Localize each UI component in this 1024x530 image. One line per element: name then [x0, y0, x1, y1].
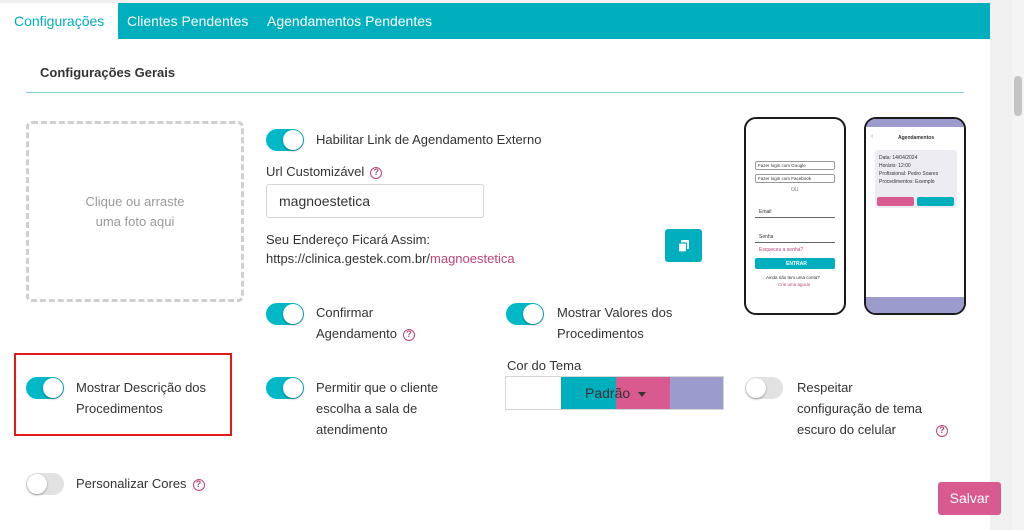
url-label — [266, 161, 382, 182]
scrollbar-thumb[interactable] — [1014, 76, 1022, 116]
theme-selected-text: Padrão — [585, 385, 631, 401]
confirm-appointment-line2: Agendamento — [316, 326, 397, 341]
facebook-login-text: Fazer login com Facebook — [758, 176, 812, 181]
email-underline — [755, 217, 835, 218]
confirm-appointment-label — [316, 302, 415, 344]
forgot-password-text: Esqueceu a senha? — [759, 247, 804, 253]
address-preview — [266, 248, 515, 269]
respect-dark-theme-label — [797, 377, 948, 440]
external-link-toggle[interactable] — [266, 129, 304, 151]
preview-back-icon: ‹ — [871, 133, 874, 140]
copy-button[interactable] — [665, 229, 702, 262]
or-text: OU — [791, 187, 799, 193]
preview-procedures: Procedimentos: Exemplo — [879, 179, 935, 185]
theme-swatch-lavender — [670, 377, 723, 409]
show-description-line2: Procedimentos — [76, 401, 163, 416]
external-link-label: Habilitar Link de Agendamento Externo — [316, 132, 542, 147]
dropzone-text-line2: uma foto aqui — [95, 213, 175, 229]
show-description-toggle[interactable] — [26, 377, 64, 399]
confirm-appointment-line1: Confirmar — [316, 305, 374, 320]
show-description-line1: Mostrar Descrição dos — [76, 380, 207, 395]
help-icon[interactable]: ? — [370, 167, 382, 179]
respect-dark-theme-line1: Respeitar — [797, 380, 853, 395]
section-divider — [26, 92, 964, 93]
page-scrollbar[interactable] — [1012, 0, 1024, 530]
no-account-text: Ainda não tem uma conta? — [766, 275, 820, 280]
google-login-text: Fazer login com Google — [758, 163, 806, 168]
preview-edit-button — [877, 197, 914, 206]
preview-professional: Profissional: Pedro Soares — [879, 171, 939, 177]
preview-header-bar — [866, 119, 964, 127]
url-input[interactable]: magnoestetica — [266, 184, 484, 218]
section-title: Configurações Gerais — [40, 65, 176, 80]
password-underline — [755, 242, 835, 243]
theme-selected-value[interactable] — [585, 376, 665, 410]
custom-colors-toggle[interactable] — [26, 473, 64, 495]
show-description-label — [76, 377, 206, 419]
preview-title: Agendamentos — [898, 135, 935, 141]
address-prefix: https://clinica.gestek.com.br/ — [266, 251, 431, 266]
choose-room-line3: atendimento — [316, 422, 388, 437]
login-preview-phone — [744, 117, 846, 315]
choose-room-line1: Permitir que o cliente — [316, 380, 439, 395]
appointments-preview-phone — [864, 117, 966, 315]
show-values-line1: Mostrar Valores dos — [557, 305, 673, 320]
password-preview-label: Senha — [759, 234, 774, 240]
preview-bottom-nav — [866, 297, 964, 313]
tab-clientes-pendentes[interactable]: Clientes Pendentes — [127, 13, 249, 29]
choose-room-toggle[interactable] — [266, 377, 304, 399]
theme-swatch-white — [506, 377, 561, 409]
photo-dropzone[interactable] — [26, 121, 244, 302]
show-values-toggle[interactable] — [506, 303, 544, 325]
url-label-text: Url Customizável — [266, 164, 365, 179]
respect-dark-theme-toggle[interactable] — [745, 377, 783, 399]
dropzone-text-line1: Clique ou arraste — [85, 193, 185, 209]
help-icon[interactable]: ? — [403, 329, 415, 341]
theme-color-label: Cor do Tema — [507, 358, 582, 373]
choose-room-label — [316, 377, 438, 440]
save-button[interactable]: Salvar — [938, 482, 1001, 515]
custom-colors-label — [76, 473, 205, 494]
caret-down-icon — [638, 392, 646, 397]
respect-dark-theme-line2: configuração de tema — [797, 401, 923, 416]
preview-delete-button — [917, 197, 954, 206]
help-icon[interactable]: ? — [936, 425, 948, 437]
show-values-line2: Procedimentos — [557, 326, 644, 341]
enter-preview-text: ENTRAR — [786, 261, 807, 267]
tab-bar — [0, 3, 990, 39]
copy-icon — [677, 239, 691, 253]
help-icon[interactable]: ? — [193, 479, 205, 491]
tab-configuracoes[interactable]: Configurações — [0, 3, 118, 39]
email-preview-label: Email — [759, 209, 772, 215]
address-label: Seu Endereço Ficará Assim: — [266, 232, 431, 247]
address-slug: magnoestetica — [430, 251, 515, 266]
choose-room-line2: escolha a sala de — [316, 401, 418, 416]
create-account-text: Crie uma agora! — [778, 282, 811, 287]
preview-time: Horário: 12:00 — [879, 163, 911, 169]
custom-colors-text: Personalizar Cores — [76, 476, 187, 491]
respect-dark-theme-line3: escuro do celular — [797, 422, 896, 437]
tab-agendamentos-pendentes[interactable]: Agendamentos Pendentes — [267, 13, 433, 29]
preview-date: Data: 14/04/2024 — [879, 155, 918, 161]
show-values-label — [557, 302, 672, 344]
confirm-appointment-toggle[interactable] — [266, 303, 304, 325]
